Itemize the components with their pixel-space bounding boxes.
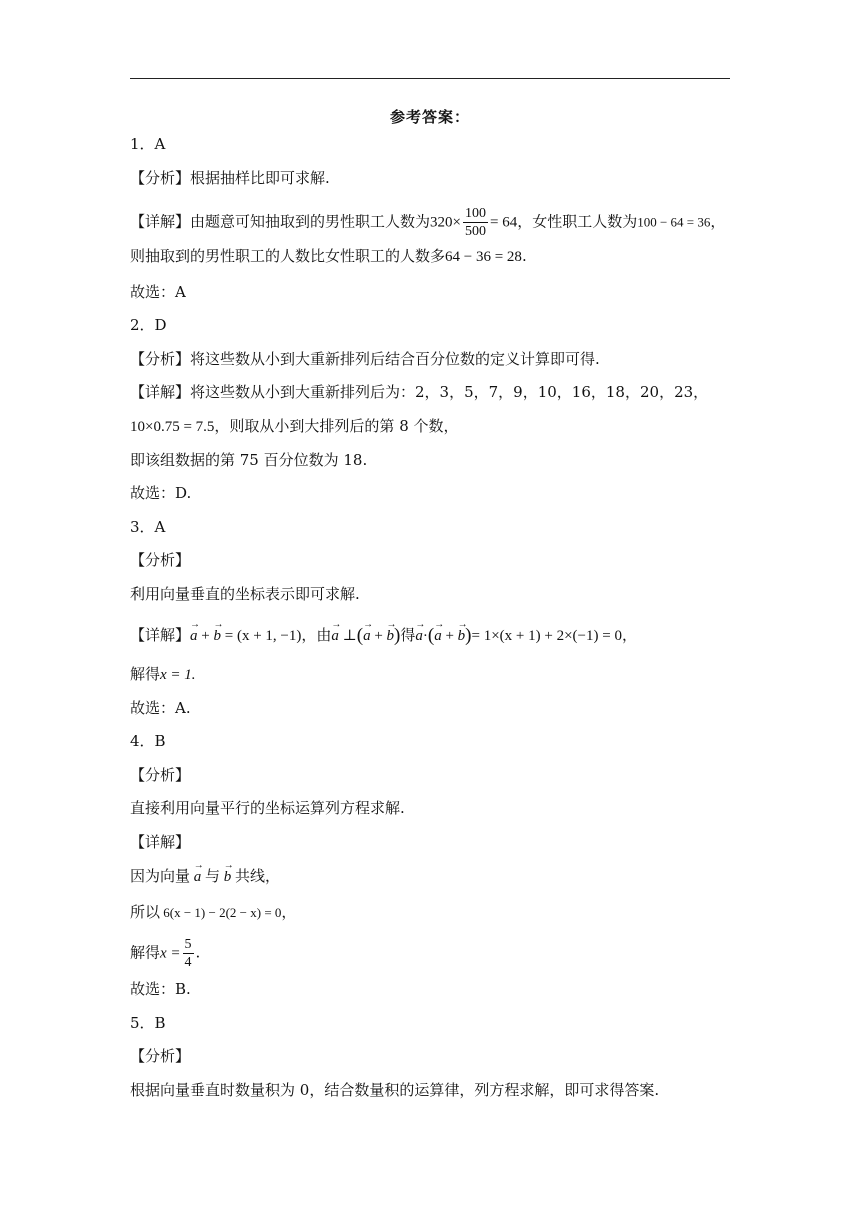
q4-analysis: 直接利用向量平行的坐标运算列方程求解.	[130, 799, 405, 817]
q1-number: 1．A	[130, 135, 166, 153]
q4-analysis-label: 【分析】	[130, 766, 191, 784]
q2-detail: 【详解】将这些数从小到大重新排列后为：2，3，5，7，9，10，16，18，20，23，	[130, 383, 709, 401]
q1-answer: 故选：A	[130, 283, 186, 301]
q2-number: 2．D	[130, 316, 167, 334]
q3-solve: 解得x = 1.	[130, 665, 196, 683]
q1-fraction: $\frac{100}{500}$	[464, 206, 486, 239]
q3-analysis-label: 【分析】	[130, 551, 191, 569]
q5-number: 5．B	[130, 1014, 166, 1032]
q3-number: 3．A	[130, 518, 166, 536]
q4-detail-3: 解得x = $\frac{5}{4}$ .	[130, 937, 201, 970]
q4-detail-2: 所以 6(x − 1) − 2(2 − x) = 0，	[130, 903, 297, 921]
q3-analysis: 利用向量垂直的坐标表示即可求解.	[130, 585, 360, 603]
q5-analysis: 根据向量垂直时数量积为 0，结合数量积的运算律，列方程求解，即可求得答案.	[130, 1081, 660, 1099]
page-title: 参考答案：	[389, 108, 470, 126]
q5-analysis-label: 【分析】	[130, 1047, 191, 1065]
q4-number: 4．B	[130, 732, 166, 750]
q1-detail-cont: 则抽取到的男性职工的人数比女性职工的人数多64 − 36 = 28.	[130, 247, 527, 265]
q4-detail-1: 因为向量 → a 与 → b 共线，	[130, 866, 280, 887]
q2-answer: 故选：D.	[130, 484, 192, 502]
q2-detail-result: 即该组数据的第 75 百分位数为 18.	[130, 451, 368, 469]
q2-analysis: 【分析】将这些数从小到大重新排列后结合百分位数的定义计算即可得.	[130, 350, 600, 368]
q1-detail: 【详解】由题意可知抽取到的男性职工人数为320× $\frac{100}{500}$ = 64，女性职工人数为100 − 64 = 36，	[130, 206, 726, 239]
q4-answer: 故选：B.	[130, 980, 191, 998]
q3-detail: 【详解】→ a + → b = (x + 1, −1)，由→ a ⊥(→ a + → b)得→ a·(→ a + → b)= 1×(x + 1) + 2×(−1) = 0，	[130, 625, 637, 646]
q4-detail-label: 【详解】	[130, 833, 191, 851]
q4-fraction: $\frac{5}{4}$	[184, 937, 192, 970]
header-rule	[130, 78, 730, 79]
q2-detail-cont: 10×0.75 = 7.5，则取从小到大排列后的第 8 个数，	[130, 417, 459, 435]
q1-analysis: 【分析】根据抽样比即可求解.	[130, 169, 330, 187]
q3-answer: 故选：A.	[130, 699, 191, 717]
